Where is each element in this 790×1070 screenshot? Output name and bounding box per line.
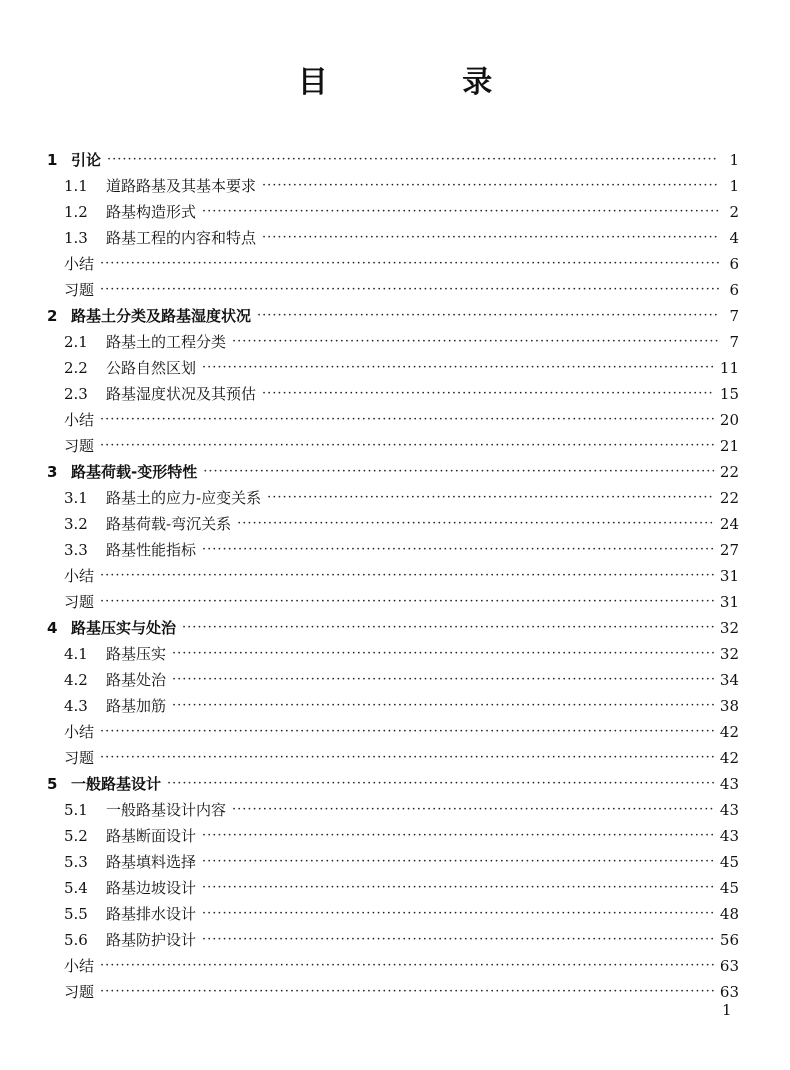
toc-entry-label: 道路路基及其基本要求 [106, 177, 257, 195]
toc-entry-label: 路基填料选择 [106, 853, 197, 871]
toc-entry-page: 42 [719, 723, 739, 741]
toc-extra-row [64, 979, 739, 1005]
toc-entry-page: 48 [719, 905, 739, 923]
dot-leader [182, 615, 714, 641]
toc-entry-label: 路基土的应力-应变关系 [106, 489, 262, 507]
toc-entry-label: 路基土的工程分类 [106, 333, 227, 351]
dot-leader [202, 901, 714, 927]
toc-section-row [64, 797, 739, 823]
toc-entry-page: 27 [719, 541, 739, 559]
toc-entry-label: 路基压实与处治 [71, 619, 177, 637]
toc-section-row [64, 667, 739, 693]
toc-extra-row [64, 589, 739, 615]
page-title: 目 录 [297, 65, 555, 100]
dot-leader [257, 303, 719, 329]
toc-entry-page: 7 [729, 307, 739, 325]
toc-section-row [64, 173, 739, 199]
toc-entry-label: 路基荷载-弯沉关系 [106, 515, 232, 533]
toc-entry-number: 3.3 [64, 541, 88, 559]
toc-entry-label: 公路自然区划 [106, 359, 197, 377]
toc-entry-page: 32 [719, 619, 739, 637]
toc-entry-number: 1.2 [64, 203, 88, 221]
toc-entry-label: 小结 [64, 255, 95, 273]
toc-entry-label: 一般路基设计 [71, 775, 162, 793]
toc-section-row [64, 927, 739, 953]
dot-leader [202, 199, 719, 225]
toc-entry-page: 38 [719, 697, 739, 715]
toc-entry-number: 4.3 [64, 697, 88, 715]
dot-leader [237, 511, 714, 537]
toc-chapter-row [47, 615, 739, 641]
toc-extra-row [64, 719, 739, 745]
toc-entry-label: 小结 [64, 567, 95, 585]
dot-leader [100, 719, 714, 745]
dot-leader [262, 381, 714, 407]
toc-entry-page: 7 [729, 333, 739, 351]
toc-entry-page: 2 [729, 203, 739, 221]
toc-entry-page: 43 [719, 801, 739, 819]
dot-leader [232, 797, 714, 823]
toc-entry-page: 11 [719, 359, 739, 377]
toc-entry-label: 习题 [64, 593, 95, 611]
toc-entry-label: 引论 [71, 151, 102, 169]
toc-entry-page: 63 [719, 957, 739, 975]
dot-leader [100, 407, 714, 433]
toc-entry-page: 45 [719, 879, 739, 897]
toc-entry-page: 24 [719, 515, 739, 533]
toc-entry-number: 2 [47, 307, 58, 325]
toc-extra-row [64, 953, 739, 979]
toc-entry-label: 小结 [64, 723, 95, 741]
toc-entry-page: 1 [729, 177, 739, 195]
toc-entry-label: 小结 [64, 957, 95, 975]
dot-leader [202, 875, 714, 901]
toc-section-row [64, 823, 739, 849]
dot-leader [267, 485, 714, 511]
toc-entry-number: 3.1 [64, 489, 88, 507]
toc-entry-number: 5.5 [64, 905, 88, 923]
toc-entry-page: 4 [729, 229, 739, 247]
toc-entry-page: 42 [719, 749, 739, 767]
dot-leader [262, 225, 719, 251]
toc-entry-label: 路基排水设计 [106, 905, 197, 923]
toc-entry-page: 32 [719, 645, 739, 663]
toc-extra-row [64, 433, 739, 459]
toc-entry-label: 路基荷载-变形特性 [71, 463, 198, 481]
toc-extra-row [64, 277, 739, 303]
toc-extra-row [64, 251, 739, 277]
toc-section-row [64, 381, 739, 407]
toc-entry-number: 5.6 [64, 931, 88, 949]
toc-section-row [64, 849, 739, 875]
dot-leader [167, 771, 714, 797]
toc-entry-number: 1 [47, 151, 58, 169]
toc-entry-number: 5.4 [64, 879, 88, 897]
toc-entry-page: 45 [719, 853, 739, 871]
toc-entry-number: 4.2 [64, 671, 88, 689]
toc-entry-page: 20 [719, 411, 739, 429]
dot-leader [202, 849, 714, 875]
toc-chapter-row [47, 303, 739, 329]
dot-leader [232, 329, 719, 355]
dot-leader [100, 251, 719, 277]
toc-entry-number: 1.3 [64, 229, 88, 247]
toc-chapter-row [47, 459, 739, 485]
dot-leader [202, 355, 714, 381]
toc-entry-number: 4 [47, 619, 58, 637]
dot-leader [100, 589, 714, 615]
toc-section-row [64, 329, 739, 355]
toc-entry-number: 5.3 [64, 853, 88, 871]
toc-section-row [64, 511, 739, 537]
dot-leader [100, 745, 714, 771]
toc-entry-page: 43 [719, 775, 739, 793]
toc-entry-label: 路基边坡设计 [106, 879, 197, 897]
toc-entry-page: 56 [719, 931, 739, 949]
toc-section-row [64, 225, 739, 251]
toc-section-row [64, 485, 739, 511]
toc-entry-number: 2.2 [64, 359, 88, 377]
toc-entry-label: 习题 [64, 983, 95, 1001]
toc-entry-page: 6 [729, 255, 739, 273]
toc-entry-label: 小结 [64, 411, 95, 429]
toc-entry-page: 21 [719, 437, 739, 455]
toc-entry-label: 路基处治 [106, 671, 167, 689]
toc-entry-page: 31 [719, 593, 739, 611]
toc-entry-number: 3 [47, 463, 58, 481]
page-number: 1 [722, 1001, 732, 1019]
dot-leader [100, 563, 714, 589]
toc-entry-number: 5.2 [64, 827, 88, 845]
dot-leader [107, 147, 719, 173]
dot-leader [100, 953, 714, 979]
toc-section-row [64, 693, 739, 719]
dot-leader [100, 433, 714, 459]
toc-entry-label: 路基断面设计 [106, 827, 197, 845]
dot-leader [202, 823, 714, 849]
toc-entry-label: 习题 [64, 281, 95, 299]
toc-section-row [64, 875, 739, 901]
toc-extra-row [64, 745, 739, 771]
dot-leader [100, 979, 714, 1005]
toc-entry-page: 15 [719, 385, 739, 403]
toc-entry-label: 习题 [64, 437, 95, 455]
toc-extra-row [64, 407, 739, 433]
toc-entry-label: 路基湿度状况及其预估 [106, 385, 257, 403]
toc-entry-label: 路基土分类及路基湿度状况 [71, 307, 252, 325]
toc-entry-page: 1 [729, 151, 739, 169]
toc-entry-page: 31 [719, 567, 739, 585]
toc-entry-number: 3.2 [64, 515, 88, 533]
toc-section-row [64, 901, 739, 927]
toc-entry-page: 43 [719, 827, 739, 845]
dot-leader [172, 641, 714, 667]
dot-leader [100, 277, 719, 303]
toc-entry-page: 22 [719, 463, 739, 481]
toc-entry-label: 路基防护设计 [106, 931, 197, 949]
toc-entry-label: 路基压实 [106, 645, 167, 663]
toc-entry-number: 4.1 [64, 645, 88, 663]
toc-entry-page: 34 [719, 671, 739, 689]
dot-leader [172, 693, 714, 719]
dot-leader [203, 459, 714, 485]
dot-leader [202, 927, 714, 953]
toc-entry-label: 习题 [64, 749, 95, 767]
toc-section-row [64, 641, 739, 667]
toc-entry-page: 6 [729, 281, 739, 299]
toc-chapter-row [47, 771, 739, 797]
toc-entry-page: 22 [719, 489, 739, 507]
dot-leader [262, 173, 719, 199]
toc-extra-row [64, 563, 739, 589]
toc-entry-label: 路基性能指标 [106, 541, 197, 559]
toc-entry-label: 路基加筋 [106, 697, 167, 715]
toc-entry-label: 路基工程的内容和特点 [106, 229, 257, 247]
toc-entry-label: 一般路基设计内容 [106, 801, 227, 819]
toc-section-row [64, 355, 739, 381]
dot-leader [172, 667, 714, 693]
toc-entry-number: 1.1 [64, 177, 88, 195]
toc-entry-number: 2.1 [64, 333, 88, 351]
toc-chapter-row [47, 147, 739, 173]
toc-section-row [64, 199, 739, 225]
dot-leader [202, 537, 714, 563]
toc-entry-number: 5.1 [64, 801, 88, 819]
toc-entry-number: 5 [47, 775, 58, 793]
toc-entry-number: 2.3 [64, 385, 88, 403]
toc-section-row [64, 537, 739, 563]
toc-entry-page: 63 [719, 983, 739, 1001]
toc-entry-label: 路基构造形式 [106, 203, 197, 221]
